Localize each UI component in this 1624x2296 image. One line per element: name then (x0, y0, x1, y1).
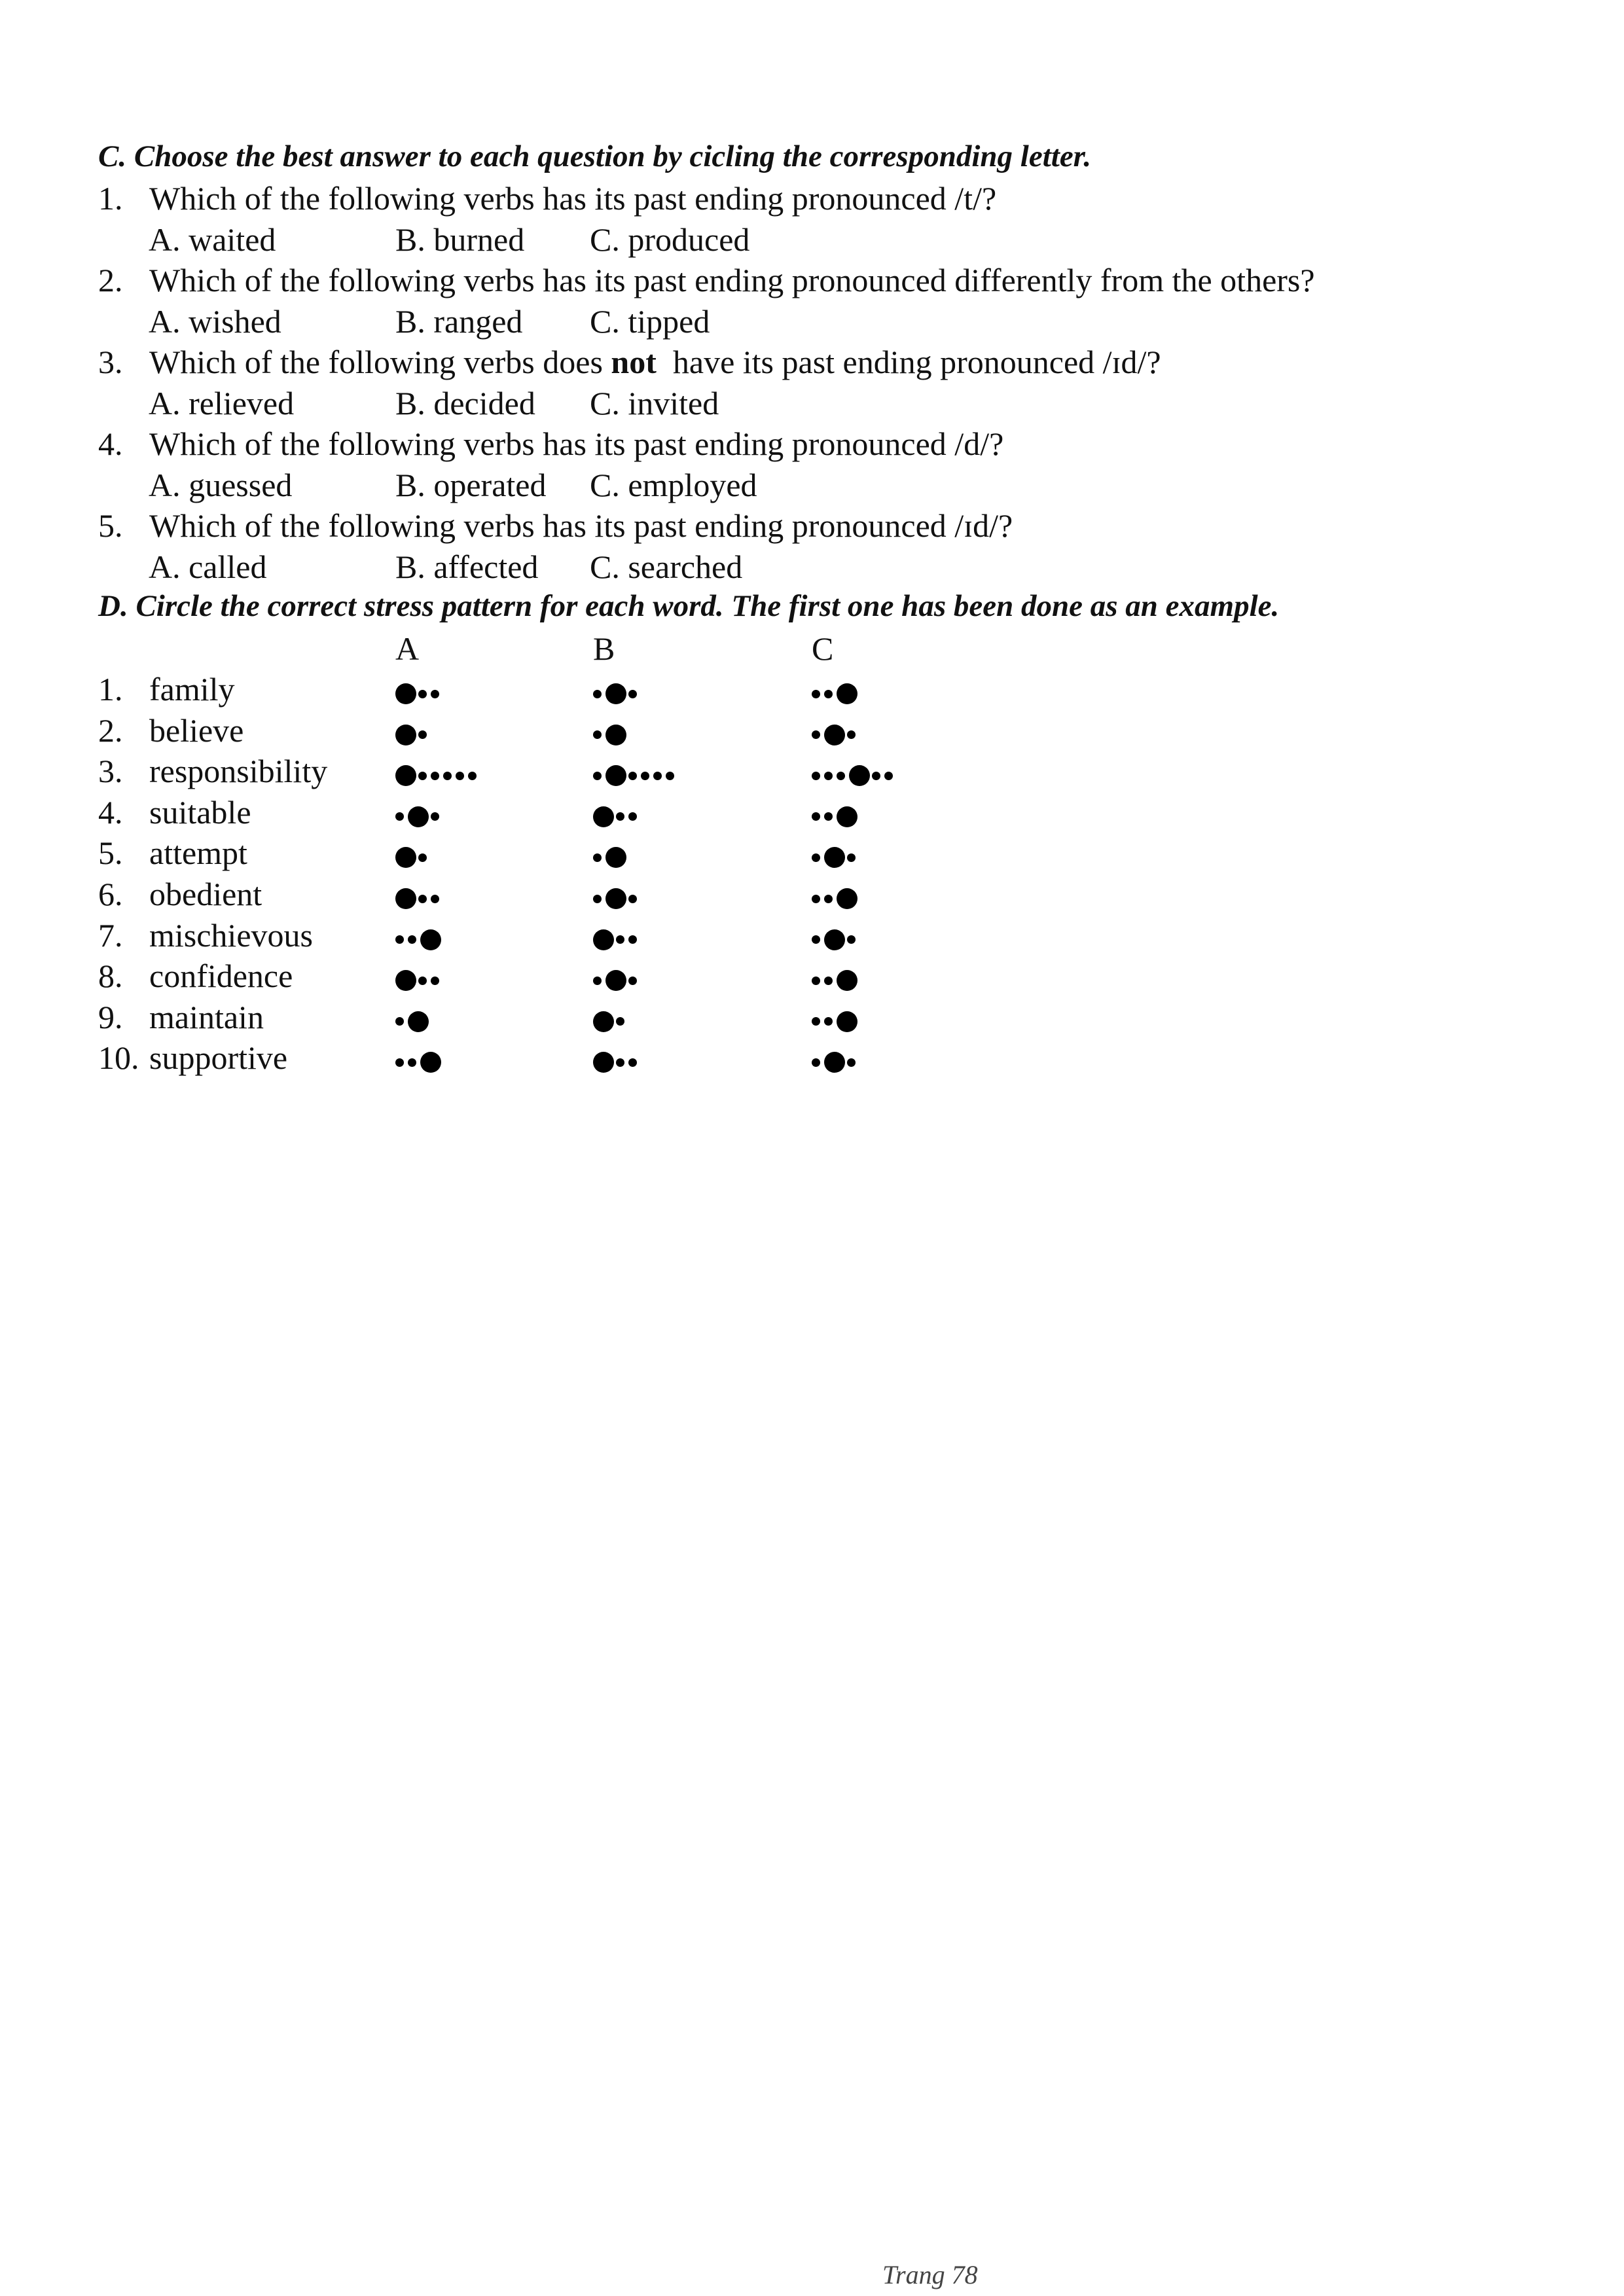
stressed-syllable-dot (837, 806, 857, 827)
word-number: 4. (98, 793, 123, 831)
unstressed-syllable-dot (847, 853, 856, 862)
unstressed-syllable-dot (628, 895, 637, 903)
unstressed-syllable-dot (812, 1058, 820, 1067)
question-text: Which of the following verbs has its past ending pronounced /d/? (149, 425, 1004, 462)
unstressed-syllable-dot (812, 772, 820, 780)
unstressed-syllable-dot (408, 1058, 416, 1067)
option-a[interactable]: A. called (149, 548, 267, 585)
word-text: mischievous (149, 916, 313, 954)
unstressed-syllable-dot (824, 772, 833, 780)
unstressed-syllable-dot (443, 772, 452, 780)
unstressed-syllable-dot (653, 772, 662, 780)
question-number: 3. (98, 344, 123, 380)
word-number: 8. (98, 958, 123, 995)
unstressed-syllable-dot (872, 772, 880, 780)
unstressed-syllable-dot (812, 812, 820, 821)
unstressed-syllable-dot (812, 1017, 820, 1026)
stressed-syllable-dot (395, 888, 416, 909)
unstressed-syllable-dot (593, 895, 602, 903)
unstressed-syllable-dot (812, 730, 820, 739)
word-text: obedient (149, 876, 262, 912)
word-number: 5. (98, 834, 123, 872)
column-header-c: C (812, 630, 834, 667)
unstressed-syllable-dot (616, 1058, 624, 1067)
word-number: 7. (98, 916, 123, 954)
unstressed-syllable-dot (824, 977, 833, 985)
stressed-syllable-dot (605, 725, 626, 745)
unstressed-syllable-dot (812, 977, 820, 985)
unstressed-syllable-dot (641, 772, 649, 780)
question-text (149, 343, 1161, 381)
option-c[interactable]: C. employed (590, 467, 757, 503)
question-text: Which of the following verbs has its past ending pronounced differently from the others? (149, 262, 1315, 298)
question-text-start: Which of the following verbs does (149, 344, 611, 380)
word-text: attempt (149, 834, 247, 872)
word-text: responsibility (149, 753, 328, 790)
option-c[interactable]: C. searched (590, 548, 743, 585)
word-number: 1. (98, 671, 123, 708)
unstressed-syllable-dot (812, 895, 820, 903)
question-number: 5. (98, 507, 123, 544)
stressed-syllable-dot (605, 683, 626, 704)
stressed-syllable-dot (605, 970, 626, 991)
stressed-syllable-dot (849, 765, 870, 786)
option-b[interactable]: B. operated (395, 467, 547, 503)
stressed-syllable-dot (837, 970, 857, 991)
stressed-syllable-dot (593, 929, 614, 950)
word-number: 10. (98, 1039, 139, 1077)
stressed-syllable-dot (824, 929, 845, 950)
stressed-syllable-dot (408, 1011, 429, 1032)
word-text: supportive (149, 1039, 288, 1077)
word-text: family (149, 671, 235, 708)
stressed-syllable-dot (395, 683, 416, 704)
unstressed-syllable-dot (884, 772, 893, 780)
unstressed-syllable-dot (456, 772, 464, 780)
option-a[interactable]: A. wished (149, 303, 281, 340)
stressed-syllable-dot (395, 847, 416, 868)
word-text: confidence (149, 958, 293, 995)
question-number: 2. (98, 262, 123, 298)
unstressed-syllable-dot (628, 772, 637, 780)
unstressed-syllable-dot (395, 812, 404, 821)
unstressed-syllable-dot (628, 690, 637, 698)
unstressed-syllable-dot (593, 690, 602, 698)
stressed-syllable-dot (837, 683, 857, 704)
stressed-syllable-dot (593, 1052, 614, 1073)
unstressed-syllable-dot (593, 977, 602, 985)
stressed-syllable-dot (395, 765, 416, 786)
question-text: Which of the following verbs has its past ending pronounced /ɪd/? (149, 507, 1013, 544)
column-header-a: A (395, 630, 420, 667)
section-c-heading: C. Choose the best answer to each question by cicling the corresponding letter. (98, 139, 1092, 173)
unstressed-syllable-dot (593, 772, 602, 780)
unstressed-syllable-dot (593, 730, 602, 739)
unstressed-syllable-dot (812, 935, 820, 944)
column-header-b: B (593, 630, 615, 667)
unstressed-syllable-dot (666, 772, 674, 780)
word-text: maintain (149, 998, 264, 1035)
stressed-syllable-dot (824, 1052, 845, 1073)
unstressed-syllable-dot (847, 935, 856, 944)
word-text: suitable (149, 793, 251, 831)
stressed-syllable-dot (395, 725, 416, 745)
unstressed-syllable-dot (812, 853, 820, 862)
unstressed-syllable-dot (824, 812, 833, 821)
stressed-syllable-dot (593, 1011, 614, 1032)
unstressed-syllable-dot (812, 690, 820, 698)
option-a[interactable]: A. relieved (149, 385, 295, 422)
word-number: 9. (98, 998, 123, 1035)
option-a[interactable]: A. guessed (149, 467, 293, 503)
emphasis-not: not (611, 344, 657, 380)
unstressed-syllable-dot (431, 977, 439, 985)
unstressed-syllable-dot (431, 690, 439, 698)
question-text: Which of the following verbs has its past ending pronounced /t/? (149, 180, 997, 217)
stressed-syllable-dot (420, 1052, 441, 1073)
unstressed-syllable-dot (837, 772, 845, 780)
unstressed-syllable-dot (847, 1058, 856, 1067)
option-a[interactable]: A. waited (149, 221, 276, 258)
stressed-syllable-dot (420, 929, 441, 950)
unstressed-syllable-dot (628, 1058, 637, 1067)
unstressed-syllable-dot (431, 895, 439, 903)
section-d-heading: D. Circle the correct stress pattern for each word. The first one has been done as an example. (98, 589, 1280, 623)
option-b[interactable]: B. burned (395, 221, 525, 258)
unstressed-syllable-dot (395, 1058, 404, 1067)
unstressed-syllable-dot (847, 730, 856, 739)
option-b[interactable]: B. ranged (395, 303, 523, 340)
stressed-syllable-dot (605, 847, 626, 868)
option-b[interactable]: B. affected (395, 548, 539, 585)
stressed-syllable-dot (408, 806, 429, 827)
unstressed-syllable-dot (418, 730, 427, 739)
option-c[interactable]: C. produced (590, 221, 750, 258)
stressed-syllable-dot (395, 970, 416, 991)
unstressed-syllable-dot (628, 977, 637, 985)
question-number: 1. (98, 180, 123, 217)
stressed-syllable-dot (824, 847, 845, 868)
word-number: 3. (98, 753, 123, 790)
stressed-syllable-dot (605, 888, 626, 909)
unstressed-syllable-dot (418, 895, 427, 903)
word-number: 6. (98, 876, 123, 912)
unstressed-syllable-dot (418, 977, 427, 985)
unstressed-syllable-dot (431, 812, 439, 821)
unstressed-syllable-dot (628, 935, 637, 944)
option-b[interactable]: B. decided (395, 385, 535, 422)
unstressed-syllable-dot (395, 1017, 404, 1026)
word-number: 2. (98, 711, 123, 749)
unstressed-syllable-dot (616, 935, 624, 944)
unstressed-syllable-dot (616, 812, 624, 821)
unstressed-syllable-dot (824, 1017, 833, 1026)
unstressed-syllable-dot (395, 935, 404, 944)
unstressed-syllable-dot (616, 1017, 624, 1026)
option-c[interactable]: C. tipped (590, 303, 710, 340)
unstressed-syllable-dot (824, 690, 833, 698)
page-number: Trang 78 (882, 2260, 978, 2289)
stressed-syllable-dot (837, 888, 857, 909)
unstressed-syllable-dot (418, 772, 427, 780)
question-number: 4. (98, 425, 123, 462)
unstressed-syllable-dot (431, 772, 439, 780)
unstressed-syllable-dot (408, 935, 416, 944)
stressed-syllable-dot (605, 765, 626, 786)
unstressed-syllable-dot (593, 853, 602, 862)
unstressed-syllable-dot (418, 690, 427, 698)
unstressed-syllable-dot (418, 853, 427, 862)
stressed-syllable-dot (837, 1011, 857, 1032)
unstressed-syllable-dot (824, 895, 833, 903)
stressed-syllable-dot (824, 725, 845, 745)
unstressed-syllable-dot (468, 772, 477, 780)
unstressed-syllable-dot (628, 812, 637, 821)
stressed-syllable-dot (593, 806, 614, 827)
option-c[interactable]: C. invited (590, 385, 719, 422)
word-text: believe (149, 711, 244, 749)
question-text-end: have its past ending pronounced /ɪd/? (656, 344, 1161, 380)
